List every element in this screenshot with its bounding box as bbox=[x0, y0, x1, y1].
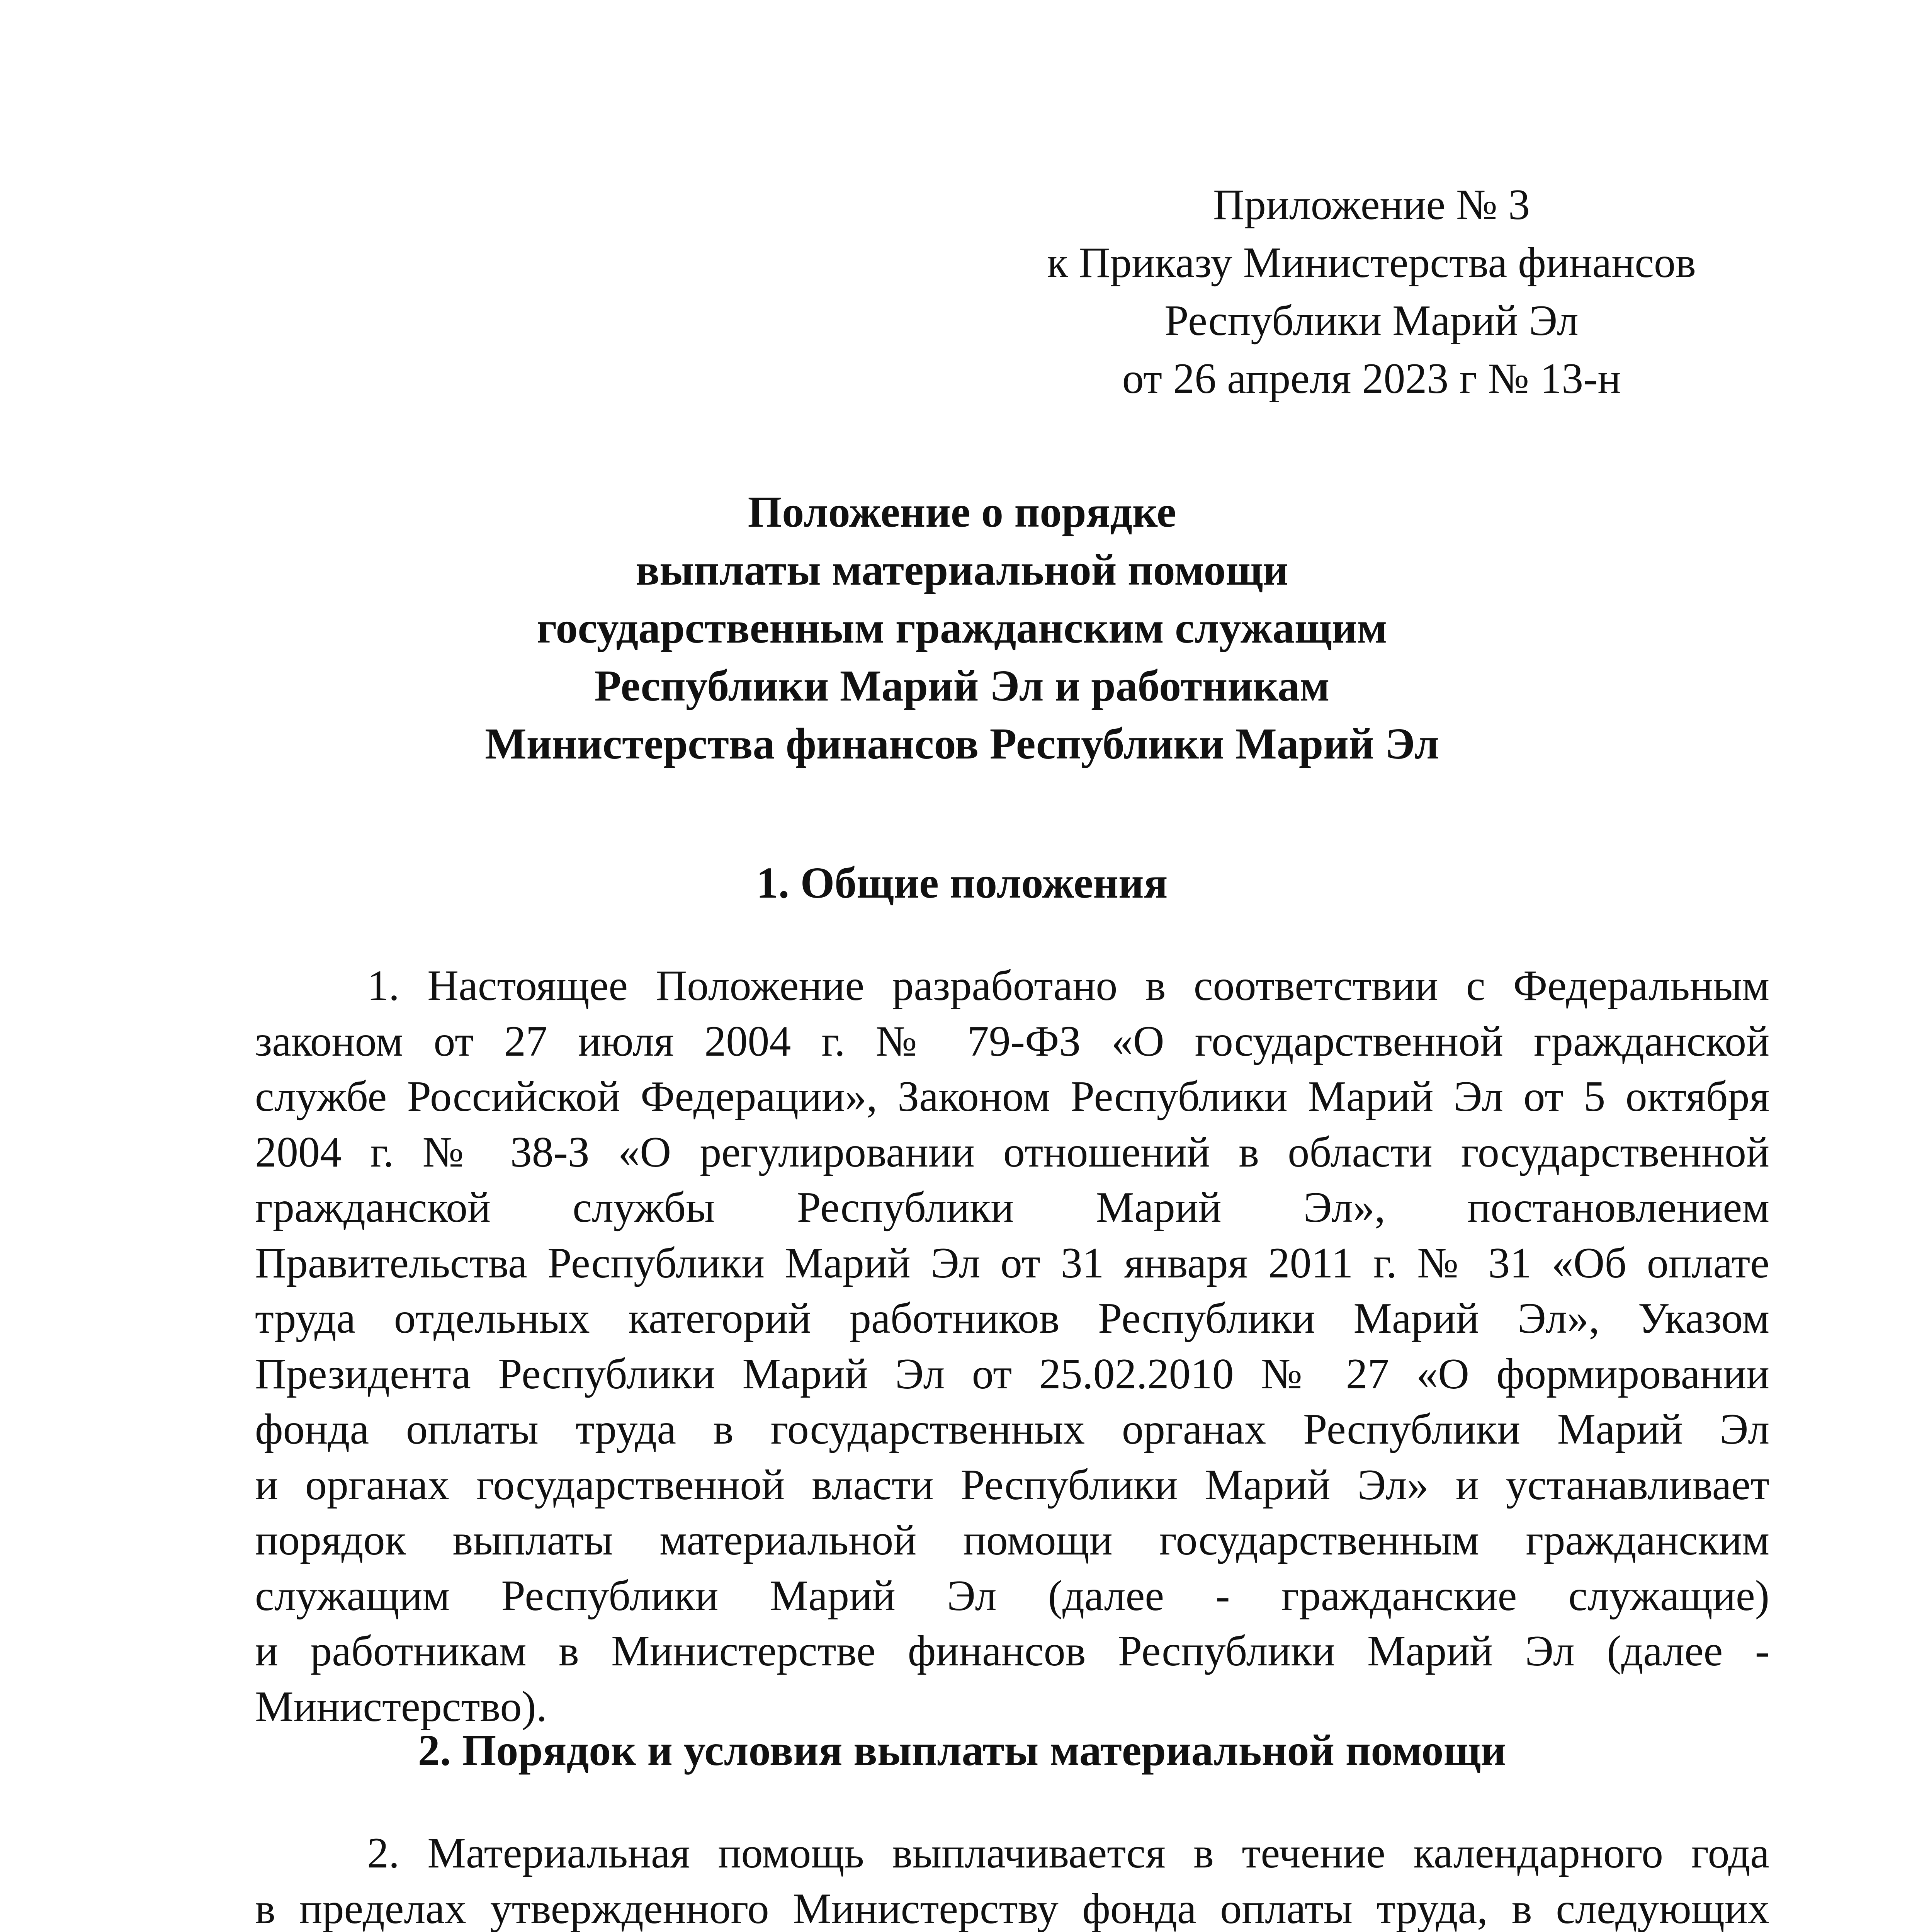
appendix-number: Приложение № 3 bbox=[1213, 181, 1530, 229]
text-line: Правительства Республики Марий Эл от 31 января 2011 г. № 31 «Об оплате bbox=[255, 1239, 1769, 1287]
text-line: в пределах утвержденного Министерству фонда оплаты труда, в следующих bbox=[255, 1884, 1769, 1932]
section-1-paragraph bbox=[255, 958, 1769, 1735]
title-line: Положение о порядке bbox=[748, 487, 1176, 536]
title-line: Министерства финансов Республики Марий Эл bbox=[485, 719, 1439, 768]
section-2-paragraph bbox=[255, 1826, 1769, 1932]
appendix-date: от 26 апреля 2023 г № 13-н bbox=[1122, 355, 1621, 403]
title-line: Республики Марий Эл и работникам bbox=[594, 661, 1330, 710]
text-line: и работникам в Министерстве финансов Республики Марий Эл (далее - bbox=[255, 1627, 1769, 1675]
text-line: порядок выплаты материальной помощи государственным гражданским bbox=[255, 1516, 1769, 1564]
text-line: и органах государственной власти Республики Марий Эл» и устанавливает bbox=[255, 1461, 1769, 1509]
text-line: 1. Настоящее Положение разработано в соответствии с Федеральным bbox=[367, 962, 1769, 1010]
title-line: выплаты материальной помощи bbox=[636, 545, 1288, 594]
text-line: 2004 г. № 38-З «О регулировании отношений в области государственной bbox=[255, 1128, 1769, 1176]
text-line: служащим Республики Марий Эл (далее - гражданские служащие) bbox=[255, 1571, 1769, 1620]
appendix-order-ref: к Приказу Министерства финансов bbox=[1047, 239, 1696, 287]
text-line: труда отдельных категорий работников Республики Марий Эл», Указом bbox=[255, 1294, 1769, 1342]
text-line: гражданской службы Республики Марий Эл», постановлением bbox=[255, 1184, 1769, 1231]
text-line: 2. Материальная помощь выплачивается в течение календарного года bbox=[367, 1829, 1769, 1877]
text-line: Президента Республики Марий Эл от 25.02.2010 № 27 «О формировании bbox=[255, 1350, 1769, 1398]
text-line: законом от 27 июля 2004 г. № 79-ФЗ «О государственной гражданской bbox=[255, 1017, 1769, 1065]
title-line: государственным гражданским служащим bbox=[537, 603, 1387, 652]
text-line: службе Российской Федерации», Законом Республики Марий Эл от 5 октября bbox=[255, 1073, 1769, 1121]
text-line: Министерство). bbox=[255, 1682, 547, 1731]
appendix-header bbox=[989, 176, 1754, 408]
text-line: фонда оплаты труда в государственных органах Республики Марий Эл bbox=[255, 1405, 1769, 1453]
section-1-heading: 1. Общие положения bbox=[756, 858, 1168, 907]
section-2-heading: 2. Порядок и условия выплаты материальной помощи bbox=[418, 1726, 1506, 1775]
appendix-republic: Республики Марий Эл bbox=[1164, 297, 1579, 345]
document-title bbox=[255, 483, 1669, 773]
